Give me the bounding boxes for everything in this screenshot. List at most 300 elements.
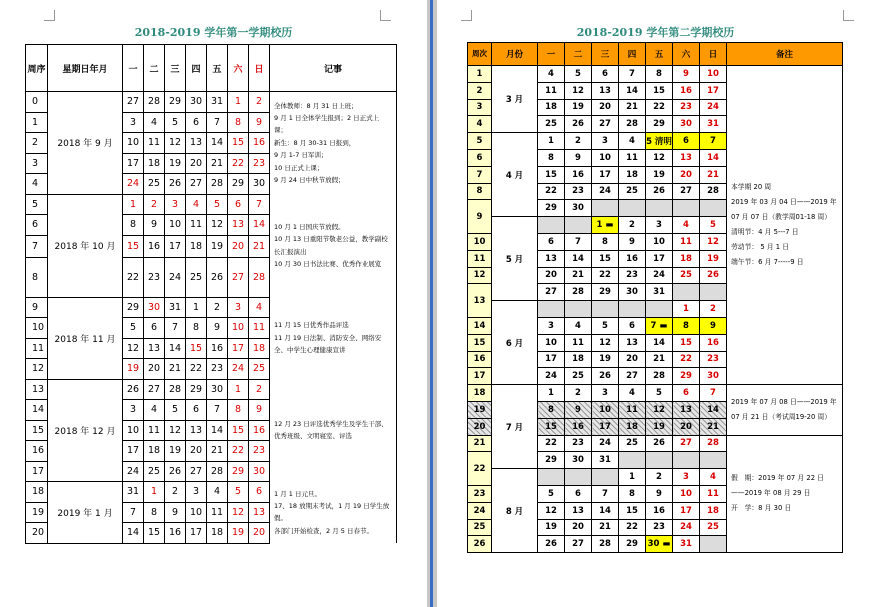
week-number: 6 (26, 215, 48, 236)
day-cell: 29 (123, 297, 144, 318)
day-cell: 12 (646, 401, 673, 418)
column-header: 日 (249, 45, 270, 92)
day-cell: 8 (538, 149, 565, 166)
day-cell: 29 (186, 379, 207, 400)
day-cell: 28 (249, 257, 270, 297)
note-cell (727, 435, 843, 553)
day-cell: 10 (165, 215, 186, 236)
day-cell: 13 (673, 401, 700, 418)
day-cell: 20 (619, 351, 646, 368)
week-number: 10 (468, 233, 492, 250)
day-cell: 6 (186, 400, 207, 421)
day-cell: 2 (249, 92, 270, 113)
note-cell (270, 194, 397, 297)
day-cell: 25 (144, 461, 165, 482)
day-cell: 20 (673, 418, 700, 435)
note-line: 劳动节： 5 月 1 日 (731, 243, 790, 252)
month-label: 3 月 (492, 66, 538, 133)
week-number: 17 (26, 461, 48, 482)
day-cell: 13 (249, 502, 270, 523)
day-cell: 8 (144, 502, 165, 523)
day-cell: 9 (165, 502, 186, 523)
day-cell: 10 (592, 401, 619, 418)
day-cell (592, 301, 619, 318)
day-cell: 4 (619, 133, 646, 150)
day-cell: 9 (673, 66, 700, 83)
month-label: 5 月 (492, 217, 538, 301)
day-cell: 4 (619, 385, 646, 402)
week-number: 16 (468, 351, 492, 368)
note-line: 07 月 07 日（教学周01-18 周） (731, 213, 832, 222)
day-cell: 20 (538, 267, 565, 284)
day-cell: 11 (207, 502, 228, 523)
day-cell: 15 (228, 133, 249, 154)
day-cell: 17 (592, 166, 619, 183)
day-cell: 1 (186, 297, 207, 318)
day-cell: 14 (700, 401, 727, 418)
week-number: 13 (26, 379, 48, 400)
day-cell: 7 (565, 233, 592, 250)
day-cell: 2 (207, 297, 228, 318)
day-cell: 9 (207, 318, 228, 339)
column-header: 一 (538, 43, 565, 66)
day-cell (619, 452, 646, 469)
month-label: 8 月 (492, 469, 538, 553)
day-cell: 26 (538, 536, 565, 553)
day-cell: 23 (207, 359, 228, 380)
day-cell: 6 (538, 233, 565, 250)
day-cell: 26 (700, 267, 727, 284)
day-cell: 29 (538, 200, 565, 217)
day-cell: 19 (538, 519, 565, 536)
day-cell: 15 (619, 502, 646, 519)
week-number: 8 (26, 257, 48, 297)
week-number: 21 (468, 435, 492, 452)
week-number: 11 (26, 338, 48, 359)
week-number: 5 (468, 133, 492, 150)
day-cell: 10 (123, 420, 144, 441)
day-cell: 25 (619, 435, 646, 452)
day-cell: 27 (144, 379, 165, 400)
day-cell: 25 (565, 368, 592, 385)
note-line: 2019 年 07 月 08 日——2019 年 (731, 397, 837, 406)
note-line: 10 月 1 日国庆节放假。 (274, 222, 345, 231)
day-cell: 9 (646, 485, 673, 502)
column-header: 周序 (26, 45, 48, 92)
day-cell: 17 (123, 153, 144, 174)
day-cell: 15 (123, 235, 144, 257)
week-row (26, 379, 397, 400)
day-cell: 4 (249, 297, 270, 318)
day-cell: 7 ▬ (646, 317, 673, 334)
day-cell: 27 (565, 536, 592, 553)
day-cell: 21 (700, 418, 727, 435)
day-cell: 4 (673, 217, 700, 234)
day-cell: 8 (538, 401, 565, 418)
day-cell: 2 (646, 469, 673, 486)
day-cell: 3 (538, 317, 565, 334)
day-cell: 5 (565, 66, 592, 83)
day-cell (565, 301, 592, 318)
day-cell: 12 (700, 233, 727, 250)
day-cell: 5 (165, 112, 186, 133)
day-cell: 18 (700, 502, 727, 519)
day-cell: 24 (165, 257, 186, 297)
day-cell: 5 (700, 217, 727, 234)
week-number: 18 (26, 482, 48, 503)
day-cell: 14 (700, 149, 727, 166)
day-cell: 22 (186, 359, 207, 380)
day-cell: 7 (592, 485, 619, 502)
day-cell: 3 (123, 400, 144, 421)
day-cell: 5 清明 (646, 133, 673, 150)
day-cell: 28 (565, 284, 592, 301)
day-cell: 6 (144, 318, 165, 339)
day-cell: 22 (646, 99, 673, 116)
week-number: 20 (26, 523, 48, 544)
day-cell: 15 (538, 418, 565, 435)
day-cell: 27 (673, 183, 700, 200)
day-cell: 14 (165, 338, 186, 359)
day-cell: 31 (700, 116, 727, 133)
month-label: 4 月 (492, 133, 538, 217)
page-title-semester-2: 2018-2019 学年第二学期校历 (576, 26, 735, 39)
week-number: 12 (468, 267, 492, 284)
day-cell: 24 (538, 368, 565, 385)
day-cell: 4 (538, 66, 565, 83)
day-cell: 19 (646, 166, 673, 183)
day-cell: 27 (186, 461, 207, 482)
week-number: 9 (26, 297, 48, 318)
day-cell: 20 (144, 359, 165, 380)
day-cell: 18 (144, 441, 165, 462)
day-cell: 12 (165, 133, 186, 154)
day-cell: 13 (619, 334, 646, 351)
day-cell: 14 (207, 133, 228, 154)
day-cell: 3 (592, 385, 619, 402)
day-cell: 31 (165, 297, 186, 318)
week-number: 23 (468, 485, 492, 502)
day-cell: 9 (144, 215, 165, 236)
week-number: 24 (468, 502, 492, 519)
day-cell: 19 (646, 418, 673, 435)
day-cell: 16 (565, 418, 592, 435)
day-cell: 18 (565, 351, 592, 368)
day-cell: 6 (565, 485, 592, 502)
day-cell: 12 (565, 82, 592, 99)
day-cell: 7 (700, 133, 727, 150)
day-cell: 21 (646, 351, 673, 368)
day-cell: 22 (228, 441, 249, 462)
day-cell: 12 (592, 334, 619, 351)
week-number: 1 (26, 112, 48, 133)
day-cell: 13 (144, 338, 165, 359)
day-cell: 31 (592, 452, 619, 469)
day-cell: 1 (144, 482, 165, 503)
day-cell: 18 (207, 523, 228, 544)
month-label: 2018 年 11 月 (48, 297, 123, 379)
note-line: 07 月 21 日（考试周19-20 周） (731, 412, 832, 421)
day-cell: 11 (565, 334, 592, 351)
day-cell: 27 (592, 116, 619, 133)
day-cell: 27 (123, 92, 144, 113)
day-cell (565, 469, 592, 486)
day-cell: 19 (207, 235, 228, 257)
day-cell: 29 (228, 461, 249, 482)
day-cell: 12 (123, 338, 144, 359)
day-cell: 4 (186, 194, 207, 215)
day-cell: 28 (144, 92, 165, 113)
day-cell: 31 (207, 92, 228, 113)
day-cell: 26 (646, 435, 673, 452)
day-cell: 14 (565, 250, 592, 267)
day-cell: 21 (565, 267, 592, 284)
day-cell: 23 (646, 519, 673, 536)
day-cell: 16 (700, 334, 727, 351)
day-cell: 4 (565, 317, 592, 334)
note-line: 清明节：4 月 5---7 日 (731, 228, 799, 237)
day-cell: 21 (207, 441, 228, 462)
crop-mark (380, 10, 391, 21)
note-line: 9 月 1-7 日军训； (274, 151, 328, 160)
week-number: 19 (468, 401, 492, 418)
note-line: 10 月 13 日重阳节敬老公益，教学副校长汇报演出 (274, 235, 388, 256)
day-cell: 14 (592, 502, 619, 519)
column-header: 六 (673, 43, 700, 66)
day-cell: 3 (186, 482, 207, 503)
day-cell: 6 (673, 385, 700, 402)
day-cell: 26 (592, 368, 619, 385)
day-cell: 12 (538, 502, 565, 519)
week-number: 12 (26, 359, 48, 380)
day-cell: 26 (565, 116, 592, 133)
day-cell: 23 (700, 351, 727, 368)
day-cell: 17 (646, 250, 673, 267)
month-label: 6 月 (492, 301, 538, 385)
day-cell: 28 (700, 183, 727, 200)
day-cell: 18 (619, 418, 646, 435)
month-label: 2019 年 1 月 (48, 482, 123, 544)
day-cell (700, 200, 727, 217)
day-cell: 25 (144, 174, 165, 195)
week-number: 2 (26, 133, 48, 154)
day-cell: 10 (592, 149, 619, 166)
day-cell: 22 (619, 519, 646, 536)
day-cell: 7 (619, 66, 646, 83)
day-cell: 30 (700, 368, 727, 385)
day-cell: 18 (673, 250, 700, 267)
week-number: 20 (468, 418, 492, 435)
day-cell: 5 (592, 317, 619, 334)
week-number: 8 (468, 183, 492, 200)
day-cell: 8 (123, 215, 144, 236)
day-cell: 15 (538, 166, 565, 183)
column-header: 一 (123, 45, 144, 92)
day-cell: 31 (123, 482, 144, 503)
day-cell: 4 (207, 482, 228, 503)
calendar-table-semester-1 (25, 44, 397, 544)
day-cell: 12 (165, 420, 186, 441)
week-number: 17 (468, 368, 492, 385)
week-row (468, 66, 843, 83)
day-cell: 29 (619, 536, 646, 553)
note-line: 11 月 19 日法制、消防安全、网络安全、中学生心理健康宣讲 (274, 333, 382, 355)
column-header: 月份 (492, 43, 538, 66)
day-cell: 30 (619, 284, 646, 301)
column-header: 五 (207, 45, 228, 92)
note-cell (270, 92, 397, 195)
column-header: 二 (144, 45, 165, 92)
day-cell: 29 (538, 452, 565, 469)
crop-mark (44, 10, 55, 21)
day-cell: 16 (249, 133, 270, 154)
week-number: 14 (26, 400, 48, 421)
day-cell: 2 (249, 379, 270, 400)
day-cell: 16 (207, 338, 228, 359)
day-cell (700, 452, 727, 469)
day-cell: 5 (646, 385, 673, 402)
day-cell: 15 (646, 82, 673, 99)
day-cell: 12 (207, 215, 228, 236)
day-cell: 22 (592, 267, 619, 284)
note-cell (727, 66, 843, 385)
day-cell: 19 (165, 153, 186, 174)
day-cell: 3 (123, 112, 144, 133)
day-cell: 18 (249, 338, 270, 359)
day-cell: 2 (565, 133, 592, 150)
column-header: 三 (592, 43, 619, 66)
day-cell (619, 301, 646, 318)
week-number: 25 (468, 519, 492, 536)
day-cell: 21 (165, 359, 186, 380)
day-cell: 8 (619, 485, 646, 502)
day-cell: 30 (249, 174, 270, 195)
day-cell: 30 ▬ (646, 536, 673, 553)
note-cell (270, 482, 397, 544)
week-row (26, 92, 397, 113)
day-cell: 8 (592, 233, 619, 250)
day-cell: 9 (619, 233, 646, 250)
day-cell: 22 (673, 351, 700, 368)
day-cell: 8 (673, 317, 700, 334)
day-cell: 23 (565, 435, 592, 452)
day-cell: 7 (123, 502, 144, 523)
day-cell: 20 (228, 235, 249, 257)
day-cell: 28 (165, 379, 186, 400)
note-line: 新生：8 月 30-31 日报到， (274, 138, 356, 147)
day-cell: 17 (165, 235, 186, 257)
day-cell: 18 (186, 235, 207, 257)
note-line: 假 期：2019 年 07 月 22 日 (731, 474, 824, 483)
day-cell (538, 301, 565, 318)
day-cell: 30 (207, 379, 228, 400)
day-cell: 14 (123, 523, 144, 544)
day-cell: 31 (673, 536, 700, 553)
column-header: 六 (228, 45, 249, 92)
week-number: 3 (468, 99, 492, 116)
day-cell: 26 (165, 461, 186, 482)
day-cell: 10 (186, 502, 207, 523)
day-cell (673, 452, 700, 469)
week-number: 9 (468, 200, 492, 234)
day-cell: 28 (619, 116, 646, 133)
day-cell: 29 (165, 92, 186, 113)
day-cell: 24 (673, 519, 700, 536)
day-cell: 13 (186, 420, 207, 441)
day-cell: 13 (186, 133, 207, 154)
day-cell: 2 (700, 301, 727, 318)
page-title-semester-1: 2018-2019 学年第一学期校历 (134, 26, 293, 39)
day-cell: 5 (123, 318, 144, 339)
week-number: 18 (468, 385, 492, 402)
day-cell: 3 (673, 469, 700, 486)
note-line: 1 月 1 日元旦。 (274, 489, 321, 498)
day-cell: 1 (673, 301, 700, 318)
day-cell: 21 (619, 99, 646, 116)
day-cell: 23 (565, 183, 592, 200)
calendar-table-semester-2 (467, 42, 843, 553)
day-cell: 6 (592, 66, 619, 83)
day-cell: 23 (144, 257, 165, 297)
day-cell: 23 (249, 441, 270, 462)
day-cell: 11 (249, 318, 270, 339)
day-cell: 29 (592, 284, 619, 301)
day-cell (565, 217, 592, 234)
note-line: 9 月 1 日全体学生报到；2 日正式上课； (274, 114, 380, 135)
column-header: 二 (565, 43, 592, 66)
note-line: 全体教师：8 月 31 日上班； (274, 101, 358, 110)
note-line: 2019 年 03 月 04 日——2019 年 (731, 198, 837, 207)
day-cell: 4 (700, 469, 727, 486)
month-label: 7 月 (492, 385, 538, 469)
column-header: 星期日年月 (48, 45, 123, 92)
note-line: ——2019 年 08 月 29 日 (731, 489, 811, 498)
day-cell: 25 (186, 257, 207, 297)
day-cell: 2 (165, 482, 186, 503)
page-separator (427, 0, 437, 607)
day-cell: 30 (565, 200, 592, 217)
day-cell: 10 (700, 66, 727, 83)
day-cell: 20 (592, 99, 619, 116)
day-cell: 1 (538, 133, 565, 150)
day-cell: 2 (144, 194, 165, 215)
day-cell: 15 (673, 334, 700, 351)
day-cell: 20 (249, 523, 270, 544)
note-line: 各部门开始检查，2 月 5 日春节。 (274, 526, 373, 535)
day-cell: 28 (207, 174, 228, 195)
day-cell: 24 (123, 174, 144, 195)
day-cell: 20 (186, 153, 207, 174)
day-cell: 3 (165, 194, 186, 215)
day-cell: 11 (619, 149, 646, 166)
day-cell: 12 (646, 149, 673, 166)
day-cell: 20 (673, 166, 700, 183)
day-cell: 13 (673, 149, 700, 166)
day-cell: 3 (646, 217, 673, 234)
day-cell: 1 ▬ (592, 217, 619, 234)
day-cell: 28 (592, 536, 619, 553)
day-cell: 16 (619, 250, 646, 267)
day-cell: 14 (646, 334, 673, 351)
day-cell: 12 (228, 502, 249, 523)
day-cell: 2 (565, 385, 592, 402)
note-cell (270, 379, 397, 482)
day-cell: 19 (165, 441, 186, 462)
day-cell: 24 (646, 267, 673, 284)
day-cell: 1 (228, 379, 249, 400)
day-cell: 3 (228, 297, 249, 318)
column-header: 周次 (468, 43, 492, 66)
